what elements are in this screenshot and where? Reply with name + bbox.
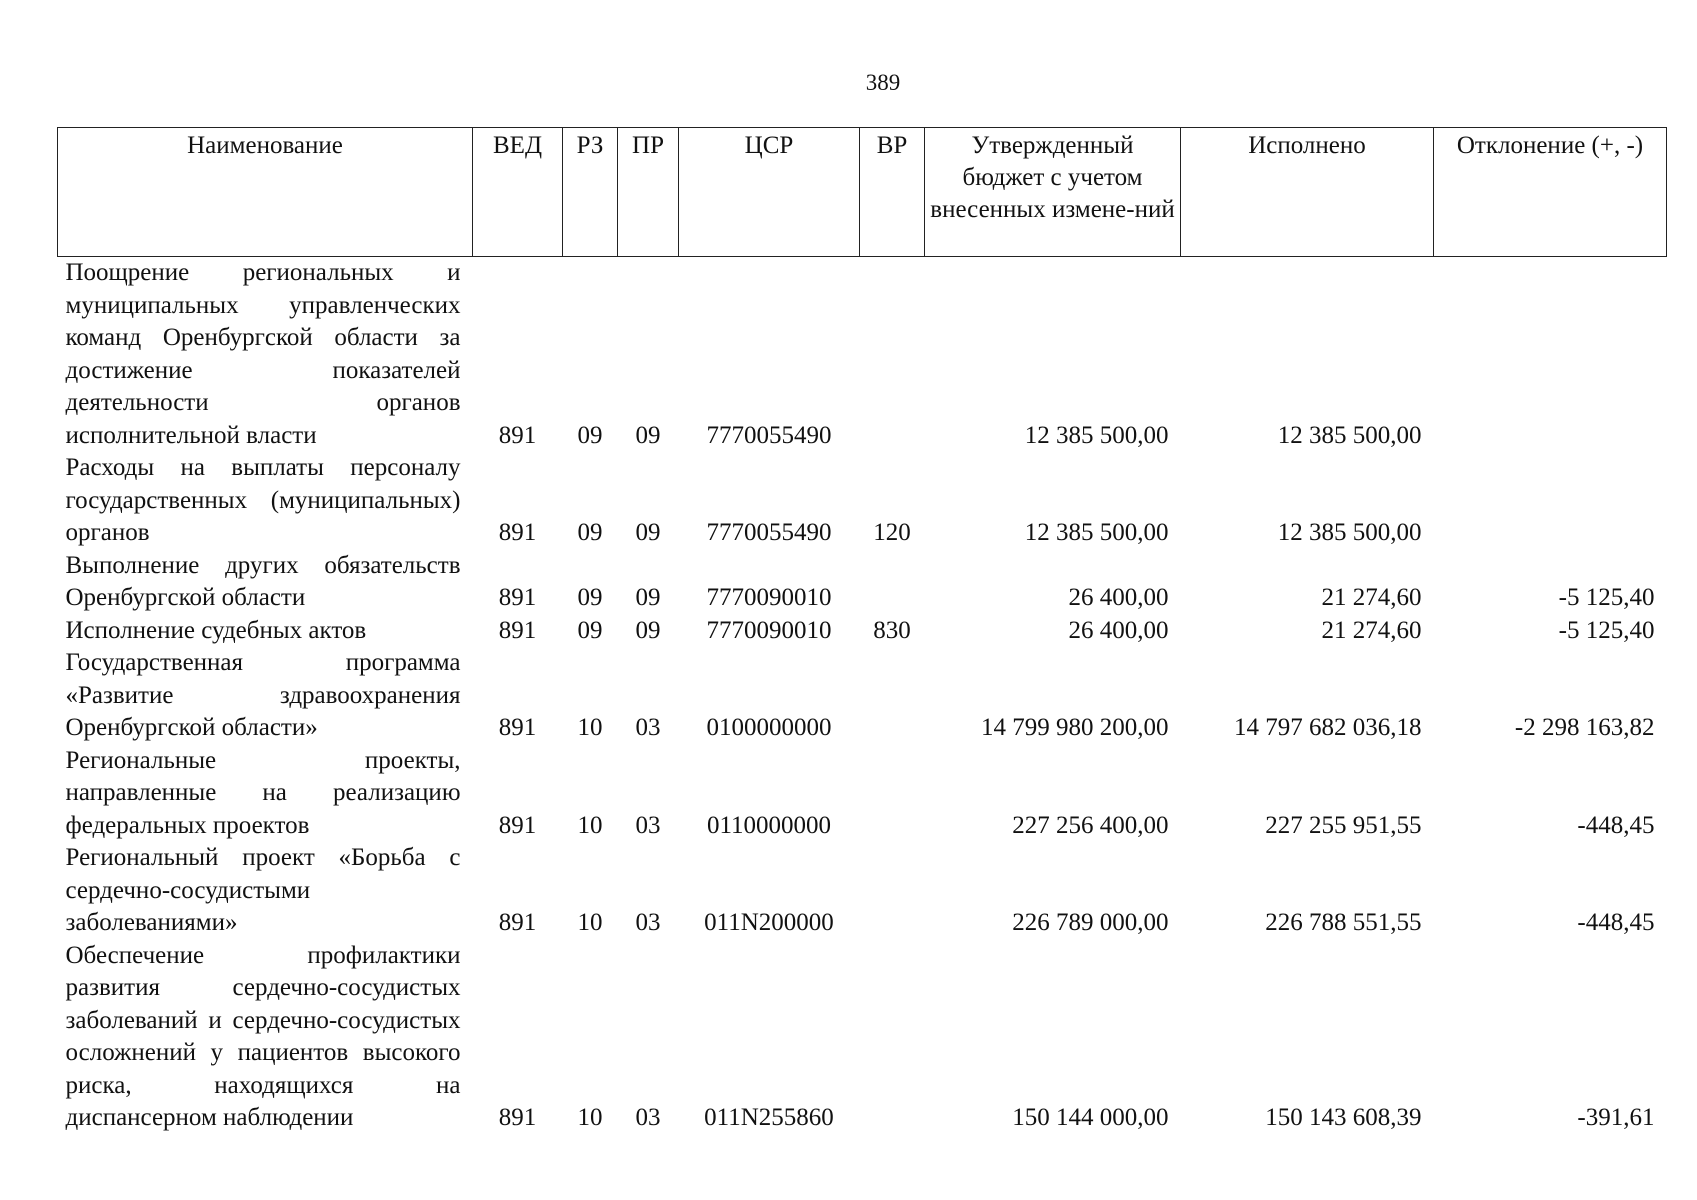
header-csr: ЦСР [679,128,860,257]
row-rz: 10 [577,909,603,936]
row-vr [860,745,925,843]
budget-table [57,127,1667,1135]
row-vr: 120 [873,519,911,546]
header-executed: Исполнено [1181,128,1434,257]
row-rz: 09 [577,584,603,611]
row-csr: 0110000000 [706,811,832,839]
row-ved: 891 [498,421,537,449]
row-budget: 12 385 500,00 [1024,421,1169,449]
row-ved: 891 [498,616,537,644]
row-ved: 891 [498,714,537,741]
row-executed: 12 385 500,00 [1277,421,1422,449]
table-row [58,452,1667,550]
row-deviation: -5 125,40 [1558,584,1655,611]
table-row [58,615,1667,648]
row-executed: 150 143 608,39 [1265,1104,1422,1131]
row-vr [860,647,925,745]
row-vr [860,940,925,1135]
row-executed: 227 255 951,55 [1265,811,1422,839]
row-csr: 7770055490 [706,421,832,449]
row-vr [860,842,925,940]
header-name: Наименование [58,128,473,257]
row-ved: 891 [498,584,537,611]
row-vr [860,550,925,615]
row-pr: 03 [635,811,661,839]
row-csr: 7770055490 [706,519,832,546]
row-vr: 830 [873,616,911,644]
row-deviation [1434,257,1667,453]
row-rz: 10 [577,714,603,741]
row-budget: 150 144 000,00 [1012,1104,1169,1131]
row-deviation: -448,45 [1577,909,1655,936]
row-rz: 09 [577,616,603,644]
row-rz: 09 [577,421,603,449]
header-vr: ВР [860,128,925,257]
header-pr: ПР [618,128,679,257]
table-row [58,842,1667,940]
row-budget: 226 789 000,00 [1012,909,1169,936]
row-csr: 0100000000 [706,714,832,741]
row-pr: 09 [635,519,661,546]
row-budget: 26 400,00 [1068,616,1169,644]
row-pr: 09 [635,421,661,449]
row-name: Обеспечение профилактики развития сердечно-сосудистых заболеваний и сердечно-сосудистых осложнений у пациентов высокого риска, находящихся на диспансерном наблюдении [65,941,461,1131]
row-pr: 03 [635,1104,661,1131]
row-budget: 14 799 980 200,00 [981,714,1169,741]
row-deviation [1434,452,1667,550]
row-name: Государственная программа «Развитие здравоохранения Оренбургской области» [65,649,461,741]
row-csr: 7770090010 [706,616,832,644]
row-pr: 09 [635,616,661,644]
row-budget: 26 400,00 [1068,584,1169,611]
table-row [58,550,1667,615]
row-ved: 891 [498,811,537,839]
row-rz: 09 [577,519,603,546]
header-ved: ВЕД [473,128,563,257]
row-deviation: -448,45 [1577,811,1655,839]
row-ved: 891 [498,909,537,936]
table-row [58,647,1667,745]
row-csr: 7770090010 [706,584,832,611]
header-rz: РЗ [563,128,618,257]
row-csr: 011N200000 [704,909,834,936]
row-executed: 226 788 551,55 [1265,909,1422,936]
row-vr [860,257,925,453]
row-budget: 12 385 500,00 [1024,519,1169,546]
table-body [58,257,1667,1135]
row-name: Исполнение судебных актов [65,616,367,644]
row-deviation: -2 298 163,82 [1514,714,1655,741]
row-pr: 09 [635,584,661,611]
header-deviation: Отклонение (+, -) [1434,128,1667,257]
row-name: Расходы на выплаты персоналу государственных (муниципальных) органов [65,454,461,546]
row-executed: 21 274,60 [1321,616,1422,644]
row-name: Поощрение региональных и муниципальных управленческих команд Оренбургской области за достижение показателей деятельности органов исполнительной власти [65,259,461,449]
row-executed: 21 274,60 [1321,584,1422,611]
table-header [58,128,1667,257]
page-number: 389 [865,70,901,95]
row-deviation: -5 125,40 [1558,616,1655,644]
row-deviation: -391,61 [1577,1104,1655,1131]
row-ved: 891 [498,519,537,546]
row-pr: 03 [635,714,661,741]
row-rz: 10 [577,811,603,839]
row-ved: 891 [498,1104,537,1131]
row-executed: 12 385 500,00 [1277,519,1422,546]
row-pr: 03 [635,909,661,936]
table-row [58,745,1667,843]
row-budget: 227 256 400,00 [1012,811,1169,839]
header-budget: Утвержденный бюджет с учетом внесенных измене-ний [925,128,1181,257]
budget-table-wrapper [57,127,1667,1135]
row-name: Выполнение других обязательств Оренбургской области [65,551,461,611]
row-rz: 10 [577,1104,603,1131]
row-csr: 011N255860 [704,1104,834,1131]
row-executed: 14 797 682 036,18 [1234,714,1422,741]
table-row [58,940,1667,1135]
row-name: Региональные проекты, направленные на реализацию федеральных проектов [65,746,461,839]
table-row [58,257,1667,453]
row-name: Региональный проект «Борьба с сердечно-сосудистыми заболеваниями» [65,844,461,936]
